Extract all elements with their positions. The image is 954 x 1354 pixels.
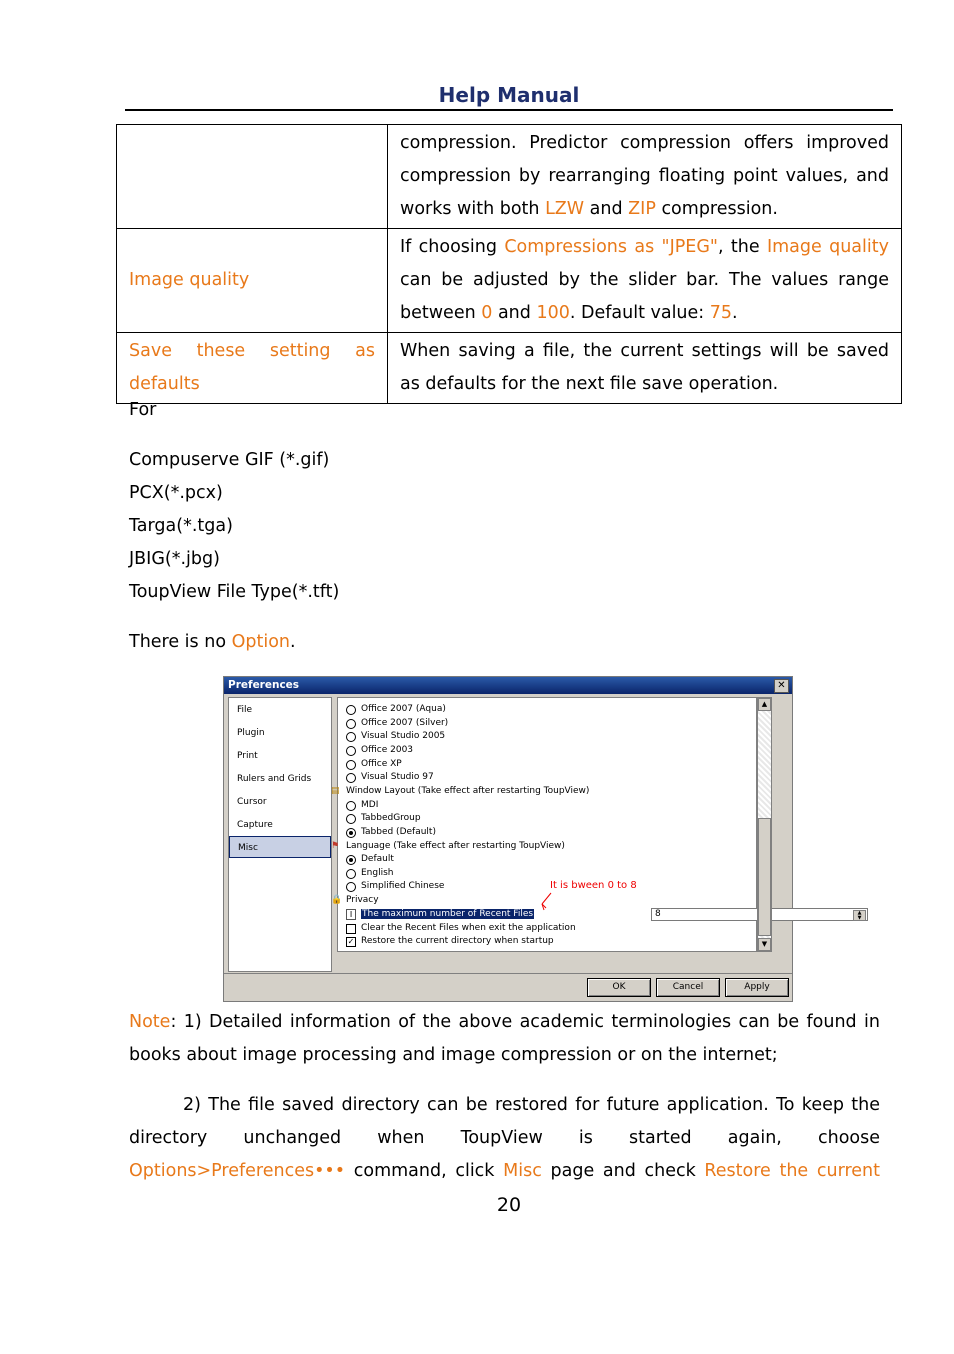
radio-option[interactable]: TabbedGroup xyxy=(346,812,421,825)
image-quality-label: Image quality xyxy=(117,229,388,333)
note-label: Note xyxy=(129,1012,171,1032)
nav-item-capture[interactable]: Capture xyxy=(237,820,273,830)
list-item: Compuserve GIF (*.gif) xyxy=(129,450,330,470)
for-text: For xyxy=(129,400,157,420)
nav-item-file[interactable]: File xyxy=(237,705,253,715)
lzw-link: LZW xyxy=(545,199,585,219)
radio-option[interactable]: Office 2007 (Aqua) xyxy=(346,703,446,716)
dialog-title-bar xyxy=(224,677,792,694)
list-item: ToupView File Type(*.tft) xyxy=(129,582,340,602)
list-item: Targa(*.tga) xyxy=(129,516,233,536)
radio-icon xyxy=(346,814,356,824)
note-paragraph-1: Note: 1) Detailed information of the above academic terminologies can be found in books about image processing and image compression or on the internet; xyxy=(129,1012,880,1065)
list-item: PCX(*.pcx) xyxy=(129,483,223,503)
options-scrollbar[interactable] xyxy=(757,697,772,952)
page-header-title: Help Manual xyxy=(438,83,580,107)
recent-files-count-input[interactable]: 8 ▲ ▼ xyxy=(651,908,868,921)
dialog-title: Preferences xyxy=(228,679,300,691)
checkbox-option[interactable]: ✓ Restore the current directory when startup xyxy=(347,936,554,946)
radio-option[interactable]: MDI xyxy=(346,799,378,812)
preferences-dialog xyxy=(223,676,862,1002)
radio-icon xyxy=(346,705,356,715)
table-cell-description: compression. Predictor compression offers improved compression by rearranging floating point values, and works with both LZW and ZIP compression. xyxy=(388,125,902,229)
spin-buttons-icon[interactable]: ▲ ▼ xyxy=(853,910,866,921)
option-link: Option xyxy=(231,632,290,652)
button-bar-divider xyxy=(224,973,792,974)
radio-option[interactable]: Office XP xyxy=(346,758,402,771)
table-cell-empty xyxy=(117,125,388,229)
table-cell-description: If choosing Compressions as "JPEG", the Image quality can be adjusted by the slider bar. The values range between 0 and 100. Default value: 75. xyxy=(388,229,902,333)
ok-button[interactable]: OK xyxy=(587,978,651,997)
language-flag-icon: ⚑ xyxy=(331,841,340,851)
radio-icon xyxy=(346,801,356,811)
radio-selected-icon xyxy=(346,828,356,838)
nav-item-plugin[interactable]: Plugin xyxy=(237,728,265,738)
radio-option[interactable]: Visual Studio 97 xyxy=(346,771,434,784)
scroll-thumb[interactable] xyxy=(758,818,771,936)
preferences-nav xyxy=(228,697,332,972)
save-defaults-label: Save these setting as defaults xyxy=(117,333,388,404)
nav-item-rulers-and-grids[interactable]: Rulers and Grids xyxy=(237,774,312,784)
radio-option[interactable]: Visual Studio 2005 xyxy=(346,730,445,743)
radio-option[interactable]: Office 2003 xyxy=(346,744,413,757)
note-paragraph-2: 2) The file saved directory can be restored for future application. To keep the directory unchanged when ToupView is started again, choose Options>Preferences••• command, click Misc page and check Restore the current xyxy=(129,1095,880,1181)
restore-current-link: Restore the current xyxy=(704,1161,880,1181)
table-row xyxy=(117,333,902,404)
table-row xyxy=(117,229,902,333)
radio-icon xyxy=(346,882,356,892)
window-layout-group: ▤ Window Layout (Take effect after restarting ToupView) xyxy=(331,786,590,796)
language-group: ⚑ Language (Take effect after restarting ToupView) xyxy=(331,841,565,851)
privacy-group: 🔒 Privacy xyxy=(331,895,379,905)
page-number: 20 xyxy=(496,1194,522,1216)
nav-item-misc[interactable]: Misc xyxy=(229,836,331,858)
radio-option[interactable]: Simplified Chinese xyxy=(346,880,444,893)
radio-icon xyxy=(346,869,356,879)
radio-icon xyxy=(346,719,356,729)
no-option-text: There is no Option. xyxy=(129,632,296,652)
scroll-up-icon[interactable]: ▲ xyxy=(758,698,771,711)
parameter-table xyxy=(116,124,902,404)
radio-option[interactable]: English xyxy=(346,867,394,880)
misc-link: Misc xyxy=(503,1161,542,1181)
red-annotation: It is bween 0 to 8 xyxy=(550,880,637,891)
list-item: JBIG(*.jbg) xyxy=(129,549,220,569)
recent-files-option: I The maximum number of Recent Files xyxy=(346,908,534,921)
table-cell-description: When saving a file, the current settings will be saved as defaults for the next file save operation. xyxy=(388,333,902,404)
header-rule xyxy=(125,109,893,111)
radio-option[interactable]: Tabbed (Default) xyxy=(346,826,436,839)
text-cursor-icon: I xyxy=(346,909,356,920)
annotation-arrow-icon xyxy=(538,892,558,912)
radio-option[interactable]: Default xyxy=(346,853,394,866)
window-layout-icon: ▤ xyxy=(331,786,340,796)
zip-link: ZIP xyxy=(628,199,656,219)
radio-icon xyxy=(346,773,356,783)
checkbox-option[interactable]: Clear the Recent Files when exit the application xyxy=(346,922,576,935)
checkbox-unchecked-icon xyxy=(346,924,356,934)
cancel-button[interactable]: Cancel xyxy=(656,978,720,997)
radio-icon xyxy=(346,732,356,742)
radio-selected-icon xyxy=(346,855,356,865)
radio-option[interactable]: Office 2007 (Silver) xyxy=(346,717,448,730)
radio-icon xyxy=(346,760,356,770)
lock-icon: 🔒 xyxy=(331,895,343,905)
apply-button[interactable]: Apply xyxy=(725,978,789,997)
misc-options-panel xyxy=(331,697,862,952)
table-row xyxy=(117,125,902,229)
nav-item-print[interactable]: Print xyxy=(237,751,258,761)
radio-icon xyxy=(346,746,356,756)
checkbox-checked-icon: ✓ xyxy=(347,937,355,946)
scroll-down-icon[interactable]: ▼ xyxy=(758,938,771,951)
format-list xyxy=(129,444,339,609)
close-icon[interactable]: ✕ xyxy=(774,679,789,693)
nav-item-cursor[interactable]: Cursor xyxy=(237,797,267,807)
options-preferences-link: Options>Preferences••• xyxy=(129,1161,346,1181)
